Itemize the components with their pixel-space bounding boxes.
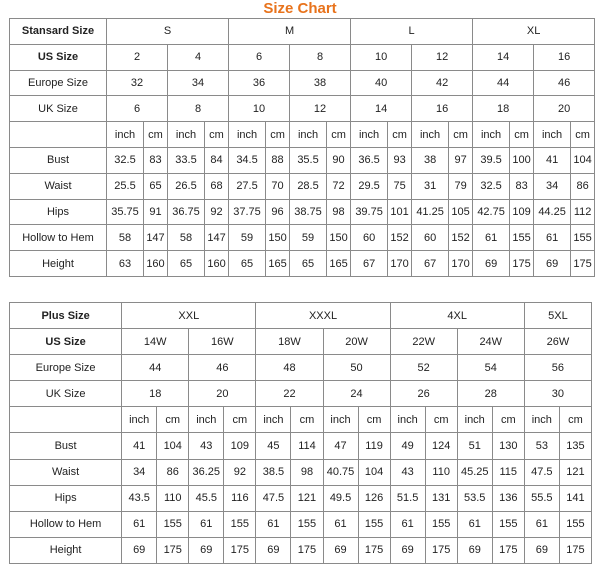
measurement-value: 51.5 — [390, 485, 425, 511]
header-label: Plus Size — [10, 303, 122, 329]
uk-size-value: 22 — [256, 381, 323, 407]
units-row — [10, 407, 592, 433]
measurement-value: 29.5 — [351, 173, 388, 199]
measurement-value: 88 — [266, 147, 290, 173]
measurement-value: 115 — [492, 459, 524, 485]
measurement-value: 61 — [323, 511, 358, 537]
unit-label: cm — [425, 407, 457, 433]
europe-size-value: 54 — [457, 355, 524, 381]
measurement-value: 41 — [122, 433, 157, 459]
measurement-value: 69 — [534, 251, 571, 277]
measurement-row-hips — [10, 485, 592, 511]
measurement-value: 65 — [144, 173, 168, 199]
measurement-value: 135 — [559, 433, 591, 459]
measurement-value: 93 — [388, 147, 412, 173]
measurement-value: 25.5 — [107, 173, 144, 199]
size-name: M — [229, 19, 351, 45]
measurement-value: 43 — [189, 433, 224, 459]
us-size-value: 14 — [473, 44, 534, 70]
measurement-value: 67 — [351, 251, 388, 277]
measurement-value: 67 — [412, 251, 449, 277]
measurement-value: 65 — [168, 251, 205, 277]
europe-size-value: 32 — [107, 70, 168, 96]
size-name: L — [351, 19, 473, 45]
measurement-value: 38.75 — [290, 199, 327, 225]
measurement-value: 34 — [122, 459, 157, 485]
measurement-value: 109 — [510, 199, 534, 225]
measurement-value: 44.25 — [534, 199, 571, 225]
europe-size-value: 36 — [229, 70, 290, 96]
unit-label: cm — [157, 407, 189, 433]
europe-size-value: 40 — [351, 70, 412, 96]
measurement-value: 36.25 — [189, 459, 224, 485]
measurement-value: 141 — [559, 485, 591, 511]
europe-size-row — [10, 70, 595, 96]
measurement-row-height — [10, 537, 592, 563]
measurement-value: 126 — [358, 485, 390, 511]
measurement-value: 61 — [473, 225, 510, 251]
us-size-value: 2 — [107, 44, 168, 70]
unit-label: cm — [559, 407, 591, 433]
us-size-value: 18W — [256, 329, 323, 355]
size-header-row — [10, 303, 592, 329]
table-separator — [0, 280, 600, 302]
measurement-value: 175 — [224, 537, 256, 563]
measurement-value: 165 — [327, 251, 351, 277]
unit-label: cm — [144, 122, 168, 148]
measurement-value: 83 — [144, 147, 168, 173]
measurement-label: Hollow to Hem — [10, 225, 107, 251]
measurement-value: 75 — [388, 173, 412, 199]
us-size-value: 22W — [390, 329, 457, 355]
us-size-value: 16W — [189, 329, 256, 355]
measurement-value: 69 — [323, 537, 358, 563]
measurement-value: 45.5 — [189, 485, 224, 511]
measurement-value: 49 — [390, 433, 425, 459]
measurement-value: 105 — [449, 199, 473, 225]
uk-size-value: 26 — [390, 381, 457, 407]
measurement-value: 96 — [266, 199, 290, 225]
measurement-value: 69 — [189, 537, 224, 563]
unit-label: inch — [229, 122, 266, 148]
measurement-row-height — [10, 251, 595, 277]
measurement-value: 53 — [524, 433, 559, 459]
us-size-value: 26W — [524, 329, 591, 355]
unit-label: cm — [492, 407, 524, 433]
europe-size-label: Europe Size — [10, 70, 107, 96]
measurement-value: 70 — [266, 173, 290, 199]
uk-size-value: 10 — [229, 96, 290, 122]
us-size-value: 8 — [290, 44, 351, 70]
us-size-value: 6 — [229, 44, 290, 70]
measurement-value: 155 — [358, 511, 390, 537]
uk-size-label: UK Size — [10, 381, 122, 407]
measurement-value: 150 — [327, 225, 351, 251]
unit-label: inch — [122, 407, 157, 433]
uk-size-value: 28 — [457, 381, 524, 407]
measurement-label: Hollow to Hem — [10, 511, 122, 537]
measurement-value: 61 — [256, 511, 291, 537]
measurement-row-hollow-to-hem — [10, 511, 592, 537]
measurement-value: 155 — [425, 511, 457, 537]
unit-label: inch — [290, 122, 327, 148]
measurement-value: 65 — [229, 251, 266, 277]
measurement-value: 34.5 — [229, 147, 266, 173]
europe-size-value: 38 — [290, 70, 351, 96]
measurement-value: 175 — [510, 251, 534, 277]
measurement-value: 98 — [327, 199, 351, 225]
measurement-value: 155 — [157, 511, 189, 537]
measurement-value: 110 — [157, 485, 189, 511]
size-name: XXL — [122, 303, 256, 329]
measurement-label: Waist — [10, 459, 122, 485]
units-corner — [10, 407, 122, 433]
measurement-value: 60 — [412, 225, 449, 251]
us-size-value: 24W — [457, 329, 524, 355]
measurement-value: 61 — [390, 511, 425, 537]
measurement-value: 39.75 — [351, 199, 388, 225]
unit-label: inch — [457, 407, 492, 433]
unit-label: cm — [266, 122, 290, 148]
measurement-value: 40.75 — [323, 459, 358, 485]
measurement-value: 69 — [390, 537, 425, 563]
measurement-value: 34 — [534, 173, 571, 199]
europe-size-value: 44 — [122, 355, 189, 381]
uk-size-value: 16 — [412, 96, 473, 122]
measurement-value: 61 — [122, 511, 157, 537]
measurement-label: Height — [10, 537, 122, 563]
measurement-value: 47 — [323, 433, 358, 459]
measurement-value: 59 — [290, 225, 327, 251]
measurement-value: 124 — [425, 433, 457, 459]
measurement-value: 155 — [510, 225, 534, 251]
measurement-value: 69 — [122, 537, 157, 563]
measurement-value: 47.5 — [524, 459, 559, 485]
uk-size-value: 18 — [473, 96, 534, 122]
measurement-label: Waist — [10, 173, 107, 199]
measurement-value: 175 — [571, 251, 595, 277]
unit-label: inch — [390, 407, 425, 433]
measurement-value: 33.5 — [168, 147, 205, 173]
measurement-row-waist — [10, 173, 595, 199]
units-row — [10, 122, 595, 148]
us-size-label: US Size — [10, 44, 107, 70]
measurement-value: 59 — [229, 225, 266, 251]
unit-label: inch — [323, 407, 358, 433]
measurement-value: 92 — [224, 459, 256, 485]
measurement-value: 155 — [571, 225, 595, 251]
us-size-row — [10, 44, 595, 70]
measurement-value: 114 — [291, 433, 323, 459]
uk-size-value: 24 — [323, 381, 390, 407]
measurement-value: 170 — [388, 251, 412, 277]
measurement-value: 91 — [144, 199, 168, 225]
unit-label: cm — [291, 407, 323, 433]
unit-label: cm — [358, 407, 390, 433]
uk-size-row — [10, 96, 595, 122]
measurement-value: 31 — [412, 173, 449, 199]
measurement-value: 72 — [327, 173, 351, 199]
size-name: S — [107, 19, 229, 45]
unit-label: cm — [449, 122, 473, 148]
us-size-value: 4 — [168, 44, 229, 70]
size-chart-title: Size Chart — [263, 0, 337, 17]
measurement-value: 152 — [388, 225, 412, 251]
measurement-value: 86 — [157, 459, 189, 485]
units-corner — [10, 122, 107, 148]
unit-label: inch — [189, 407, 224, 433]
measurement-value: 130 — [492, 433, 524, 459]
measurement-value: 49.5 — [323, 485, 358, 511]
uk-size-row — [10, 381, 592, 407]
measurement-value: 43 — [390, 459, 425, 485]
plus-size-table — [9, 302, 592, 564]
measurement-value: 104 — [571, 147, 595, 173]
us-size-label: US Size — [10, 329, 122, 355]
uk-size-value: 20 — [189, 381, 256, 407]
measurement-value: 98 — [291, 459, 323, 485]
measurement-value: 37.75 — [229, 199, 266, 225]
europe-size-value: 56 — [524, 355, 591, 381]
us-size-value: 14W — [122, 329, 189, 355]
measurement-value: 104 — [157, 433, 189, 459]
size-header-row — [10, 19, 595, 45]
measurement-value: 150 — [266, 225, 290, 251]
unit-label: cm — [205, 122, 229, 148]
europe-size-value: 46 — [534, 70, 595, 96]
measurement-label: Hips — [10, 199, 107, 225]
uk-size-value: 18 — [122, 381, 189, 407]
measurement-value: 175 — [559, 537, 591, 563]
unit-label: inch — [256, 407, 291, 433]
measurement-value: 155 — [224, 511, 256, 537]
unit-label: cm — [327, 122, 351, 148]
unit-label: inch — [168, 122, 205, 148]
measurement-value: 61 — [534, 225, 571, 251]
measurement-value: 175 — [157, 537, 189, 563]
unit-label: inch — [412, 122, 449, 148]
europe-size-value: 48 — [256, 355, 323, 381]
measurement-row-bust — [10, 433, 592, 459]
measurement-value: 39.5 — [473, 147, 510, 173]
measurement-value: 160 — [144, 251, 168, 277]
measurement-value: 32.5 — [107, 147, 144, 173]
measurement-value: 136 — [492, 485, 524, 511]
europe-size-row — [10, 355, 592, 381]
uk-size-value: 20 — [534, 96, 595, 122]
measurement-value: 47.5 — [256, 485, 291, 511]
unit-label: cm — [224, 407, 256, 433]
measurement-value: 175 — [492, 537, 524, 563]
us-size-value: 20W — [323, 329, 390, 355]
us-size-value: 12 — [412, 44, 473, 70]
measurement-value: 28.5 — [290, 173, 327, 199]
measurement-value: 119 — [358, 433, 390, 459]
measurement-value: 92 — [205, 199, 229, 225]
measurement-value: 41.25 — [412, 199, 449, 225]
measurement-value: 155 — [492, 511, 524, 537]
unit-label: inch — [351, 122, 388, 148]
measurement-value: 147 — [205, 225, 229, 251]
measurement-value: 86 — [571, 173, 595, 199]
us-size-row — [10, 329, 592, 355]
uk-size-value: 14 — [351, 96, 412, 122]
standard-size-table — [9, 18, 595, 277]
measurement-value: 45 — [256, 433, 291, 459]
size-name: 4XL — [390, 303, 524, 329]
measurement-value: 55.5 — [524, 485, 559, 511]
measurement-value: 104 — [358, 459, 390, 485]
us-size-value: 16 — [534, 44, 595, 70]
us-size-value: 10 — [351, 44, 412, 70]
uk-size-value: 12 — [290, 96, 351, 122]
unit-label: cm — [388, 122, 412, 148]
measurement-value: 60 — [351, 225, 388, 251]
measurement-value: 175 — [425, 537, 457, 563]
measurement-value: 83 — [510, 173, 534, 199]
measurement-value: 26.5 — [168, 173, 205, 199]
europe-size-label: Europe Size — [10, 355, 122, 381]
unit-label: inch — [524, 407, 559, 433]
measurement-value: 155 — [291, 511, 323, 537]
header-label: Stansard Size — [10, 19, 107, 45]
measurement-value: 101 — [388, 199, 412, 225]
uk-size-label: UK Size — [10, 96, 107, 122]
measurement-value: 69 — [457, 537, 492, 563]
measurement-value: 35.75 — [107, 199, 144, 225]
europe-size-value: 46 — [189, 355, 256, 381]
measurement-value: 61 — [457, 511, 492, 537]
measurement-value: 53.5 — [457, 485, 492, 511]
measurement-value: 36.5 — [351, 147, 388, 173]
measurement-value: 152 — [449, 225, 473, 251]
measurement-value: 84 — [205, 147, 229, 173]
measurement-value: 97 — [449, 147, 473, 173]
measurement-value: 38 — [412, 147, 449, 173]
measurement-value: 65 — [290, 251, 327, 277]
unit-label: inch — [107, 122, 144, 148]
measurement-row-hollow-to-hem — [10, 225, 595, 251]
measurement-value: 27.5 — [229, 173, 266, 199]
measurement-value: 160 — [205, 251, 229, 277]
measurement-value: 112 — [571, 199, 595, 225]
measurement-value: 61 — [524, 511, 559, 537]
measurement-row-bust — [10, 147, 595, 173]
measurement-value: 69 — [256, 537, 291, 563]
europe-size-value: 52 — [390, 355, 457, 381]
measurement-value: 35.5 — [290, 147, 327, 173]
measurement-row-waist — [10, 459, 592, 485]
measurement-value: 61 — [189, 511, 224, 537]
measurement-value: 170 — [449, 251, 473, 277]
measurement-value: 155 — [559, 511, 591, 537]
europe-size-value: 50 — [323, 355, 390, 381]
measurement-value: 147 — [144, 225, 168, 251]
measurement-value: 69 — [473, 251, 510, 277]
uk-size-value: 6 — [107, 96, 168, 122]
measurement-value: 38.5 — [256, 459, 291, 485]
measurement-value: 63 — [107, 251, 144, 277]
size-name: XL — [473, 19, 595, 45]
measurement-label: Bust — [10, 147, 107, 173]
measurement-value: 45.25 — [457, 459, 492, 485]
unit-label: inch — [534, 122, 571, 148]
measurement-value: 32.5 — [473, 173, 510, 199]
measurement-value: 109 — [224, 433, 256, 459]
measurement-value: 68 — [205, 173, 229, 199]
measurement-row-hips — [10, 199, 595, 225]
measurement-value: 90 — [327, 147, 351, 173]
size-name: XXXL — [256, 303, 390, 329]
measurement-label: Hips — [10, 485, 122, 511]
unit-label: cm — [510, 122, 534, 148]
measurement-label: Height — [10, 251, 107, 277]
measurement-value: 79 — [449, 173, 473, 199]
measurement-value: 100 — [510, 147, 534, 173]
measurement-value: 42.75 — [473, 199, 510, 225]
measurement-value: 121 — [559, 459, 591, 485]
measurement-value: 175 — [358, 537, 390, 563]
unit-label: inch — [473, 122, 510, 148]
uk-size-value: 30 — [524, 381, 591, 407]
measurement-value: 121 — [291, 485, 323, 511]
measurement-value: 116 — [224, 485, 256, 511]
measurement-label: Bust — [10, 433, 122, 459]
unit-label: cm — [571, 122, 595, 148]
measurement-value: 41 — [534, 147, 571, 173]
europe-size-value: 34 — [168, 70, 229, 96]
measurement-value: 110 — [425, 459, 457, 485]
europe-size-value: 44 — [473, 70, 534, 96]
measurement-value: 51 — [457, 433, 492, 459]
size-name: 5XL — [524, 303, 591, 329]
measurement-value: 43.5 — [122, 485, 157, 511]
measurement-value: 36.75 — [168, 199, 205, 225]
measurement-value: 165 — [266, 251, 290, 277]
measurement-value: 58 — [107, 225, 144, 251]
europe-size-value: 42 — [412, 70, 473, 96]
measurement-value: 175 — [291, 537, 323, 563]
measurement-value: 58 — [168, 225, 205, 251]
measurement-value: 69 — [524, 537, 559, 563]
measurement-value: 131 — [425, 485, 457, 511]
uk-size-value: 8 — [168, 96, 229, 122]
